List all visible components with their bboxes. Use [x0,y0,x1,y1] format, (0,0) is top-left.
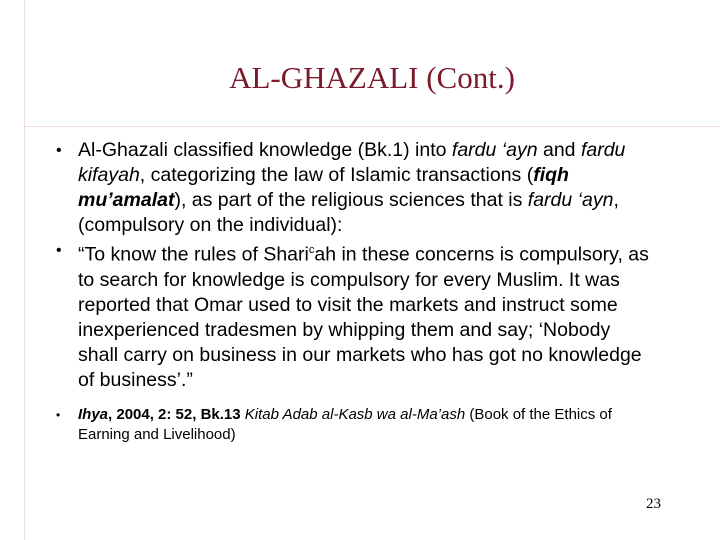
term-fardu-kifayah: fardu kifayah [78,139,626,186]
citation-book-title: Kitab Adab al-Kasb wa al-Ma’ash [244,405,466,423]
term-fardu-ayn: fardu ‘ayn [451,139,538,161]
bullet-dot-icon: • [56,242,62,259]
bullet-text: , categorizing the law of Islamic transactions ( [139,164,534,186]
quote-text: ah in these concerns is compulsory, as to search for knowledge is compulsory for every Muslim. It was reported that Omar used to visit the markets and instruct some inexperienced tradesmen by whipping them and say; ‘Nobody shall carry on business in our markets who has got no knowledge of business’.” [78,243,649,391]
term-fardu-ayn: fardu ‘ayn [527,189,614,211]
title-divider-line [24,126,720,127]
bullet-item-quote [54,238,654,393]
superscript-c: c [308,244,315,256]
citation-ref: , 2004, 2: 52, Bk.13 [108,405,245,423]
bullet-dot-icon: • [56,407,61,422]
quote-text: “To know the rules of Shari [78,243,309,266]
bullet-text: and [537,139,581,161]
bullet-item-citation [54,405,654,445]
term-fiqh-muamalat: fiqh mu’amalat [78,164,569,211]
page-number: 23 [646,496,661,512]
citation-text: (Book of the Ethics of Earning and Livelihood) [78,405,612,443]
slide-body [54,138,654,445]
bullet-text: ), as part of the religious sciences that is [174,189,528,211]
citation-ihya: Ihya [78,405,109,423]
slide-title: AL-GHAZALI (Cont.) [229,60,515,95]
bullet-item-classification [54,138,654,238]
bullet-text: , (compulsory on the individual): [78,189,619,236]
bullet-text: Al-Ghazali classified knowledge (Bk.1) into [78,139,452,161]
bullet-dot-icon: • [56,142,62,159]
